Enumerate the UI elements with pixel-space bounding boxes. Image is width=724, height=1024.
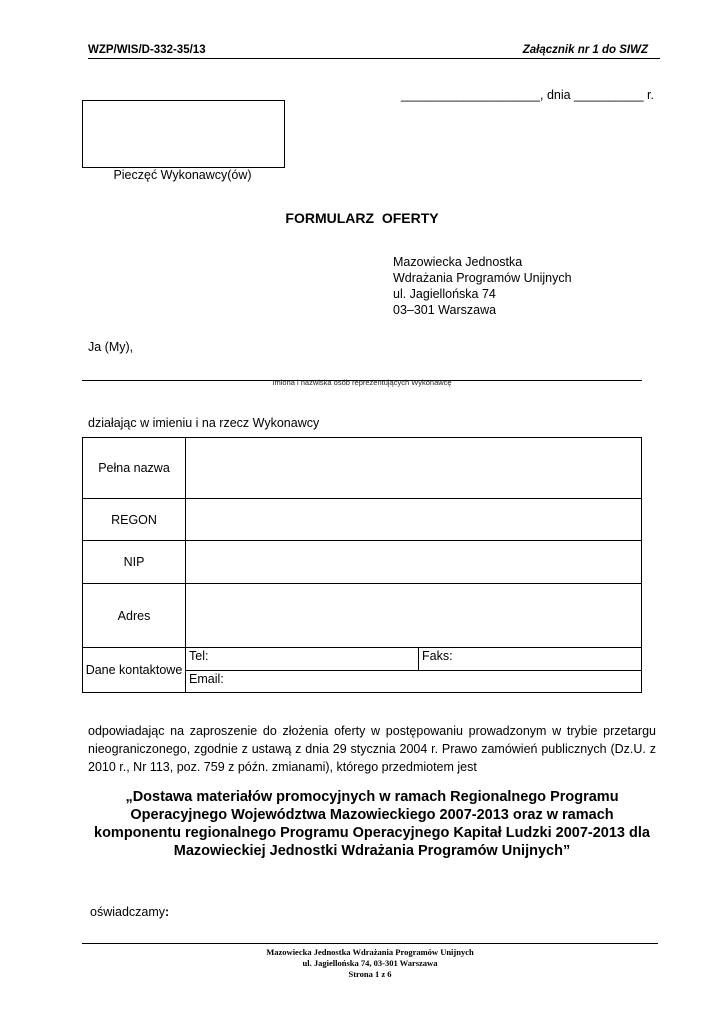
regon-label: REGON <box>83 499 186 541</box>
full-name-field[interactable] <box>186 438 642 499</box>
email-label: Email: <box>189 672 224 686</box>
footer-organization: Mazowiecka Jednostka Wdrażania Programów Unijnych <box>266 947 474 957</box>
addressee-line: Mazowiecka Jednostka <box>393 255 523 269</box>
representatives-caption: Imiona i nazwiska osób reprezentujących Wykonawcę <box>272 378 452 387</box>
full-name-label: Pełna nazwa <box>83 438 186 499</box>
nip-field[interactable] <box>186 541 642 584</box>
subject-line: „Dostawa materiałów promocyjnych w ramach Regionalnego Programu <box>125 789 619 805</box>
email-field[interactable] <box>186 671 642 693</box>
contractor-info-table <box>82 437 642 693</box>
addressee-line: 03–301 Warszawa <box>393 303 497 317</box>
nip-label: NIP <box>83 541 186 584</box>
fax-field[interactable] <box>419 648 642 671</box>
invitation-paragraph: odpowiadając na zaproszenie do złożenia oferty w postępowaniu prowadzonym w trybie przetargu nieograniczonego, zgodnie z ustawą z dnia 29 stycznia 2004 r. Prawo zamówień publicznych (Dz.U. z 2010 r., Nr 113, poz. 759 z późn. zmianami), którego przedmiotem jest <box>88 724 656 774</box>
place-date-line: ____________________, dnia __________ r. <box>400 88 654 102</box>
procurement-subject <box>82 788 662 860</box>
declaration-colon: : <box>165 905 170 919</box>
contractor-stamp-box <box>82 100 285 168</box>
regon-field[interactable] <box>186 499 642 541</box>
addressee-block <box>393 254 572 318</box>
phone-field[interactable] <box>186 648 419 671</box>
address-field[interactable] <box>186 584 642 648</box>
footer-divider <box>82 943 658 944</box>
page-footer <box>82 947 658 980</box>
form-title: FORMULARZ OFERTY <box>285 210 439 226</box>
annex-label: Załącznik nr 1 do SIWZ <box>522 44 648 56</box>
acting-on-behalf-text: działając w imieniu i na rzecz Wykonawcy <box>88 416 320 430</box>
fax-label: Faks: <box>422 649 453 663</box>
page-number: Strona 1 z 6 <box>348 969 392 979</box>
ja-my-label: Ja (My), <box>88 340 134 354</box>
header-divider <box>88 58 660 59</box>
footer-address: ul. Jagiellońska 74, 03-301 Warszawa <box>302 958 438 968</box>
contractor-stamp-label: Pieczęć Wykonawcy(ów) <box>113 168 252 182</box>
document-reference-number: WZP/WIS/D-332-35/13 <box>88 44 206 56</box>
subject-line: Mazowieckiej Jednostki Wdrażania Programów Unijnych” <box>173 843 571 859</box>
declaration-label <box>90 905 169 919</box>
subject-line: Operacyjnego Województwa Mazowieckiego 2007-2013 oraz w ramach <box>130 807 614 823</box>
address-label: Adres <box>83 584 186 648</box>
subject-line: komponentu regionalnego Programu Operacyjnego Kapitał Ludzki 2007-2013 dla <box>94 825 650 841</box>
declaration-text: oświadczamy <box>90 905 166 919</box>
phone-label: Tel: <box>189 649 209 663</box>
addressee-line: Wdrażania Programów Unijnych <box>393 271 572 285</box>
addressee-line: ul. Jagiellońska 74 <box>393 287 496 301</box>
contact-data-label: Dane kontaktowe <box>83 648 186 693</box>
